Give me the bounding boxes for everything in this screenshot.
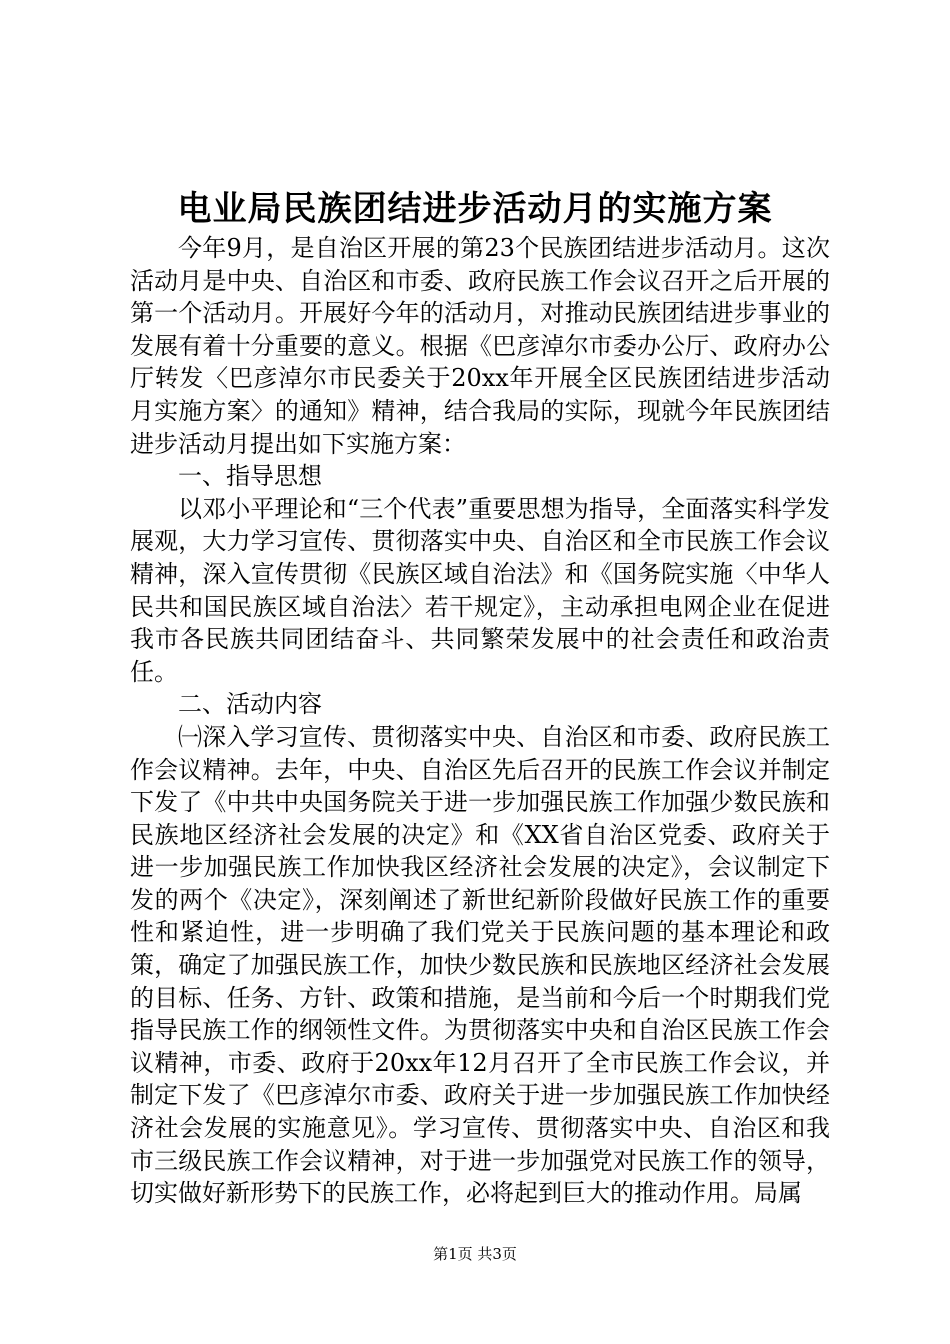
guiding-ideology-paragraph: 以邓小平理论和“三个代表”重要思想为指导，全面落实科学发展观，大力学习宣传、贯彻落实中央、自治区和全市民族工作会议精神，深入宣传贯彻《民族区域自治法》和《国务院实施〈中华人民共和国民族区域自治法〉若干规定》，主动承担电网企业在促进我市各民族共同团结奋斗、共同繁荣发展中的社会责任和政治责任。: [130, 494, 830, 686]
intro-paragraph: 今年9月，是自治区开展的第23个民族团结进步活动月。这次活动月是中央、自治区和市委、政府民族工作会议召开之后开展的第一个活动月。开展好今年的活动月，对推动民族团结进步事业的发展有着十分重要的意义。根据《巴彦淖尔市委办公厅、政府办公厅转发〈巴彦淖尔市民委关于20xx年开展全区民族团结进步活动月实施方案〉的通知》精神，结合我局的实际，现就今年民族团结进步活动月提出如下实施方案：: [130, 234, 830, 458]
document-title: 电业局民族团结进步活动月的实施方案: [177, 189, 773, 229]
document-body: [130, 232, 830, 1210]
section-heading-guiding-ideology: 一、指导思想: [178, 462, 322, 491]
activity-content-paragraph: ㈠深入学习宣传、贯彻落实中央、自治区和市委、政府民族工作会议精神。去年，中央、自治区先后召开的民族工作会议并制定下发了《中共中央国务院关于进一步加强民族工作加强少数民族和民族地区经济社会发展的决定》和《XX省自治区党委、政府关于进一步加强民族工作加快我区经济社会发展的决定》，会议制定下发的两个《决定》，深刻阐述了新世纪新阶段做好民族工作的重要性和紧迫性，进一步明确了我们党关于民族问题的基本理论和政策，确定了加强民族工作，加快少数民族和民族地区经济社会发展的目标、任务、方针、政策和措施，是当前和今后一个时期我们党指导民族工作的纲领性文件。为贯彻落实中央和自治区民族工作会议精神，市委、政府于20xx年12月召开了全市民族工作会议，并制定下发了《巴彦淖尔市委、政府关于进一步加强民族工作加快经济社会发展的实施意见》。学习宣传、贯彻落实中央、自治区和我市三级民族工作会议精神，对于进一步加强党对民族工作的领导，切实做好新形势下的民族工作，必将起到巨大的推动作用。局属: [130, 722, 830, 1208]
page-number-footer: 第1页 共3页: [433, 1245, 517, 1263]
section-heading-activity-content: 二、活动内容: [178, 690, 322, 719]
